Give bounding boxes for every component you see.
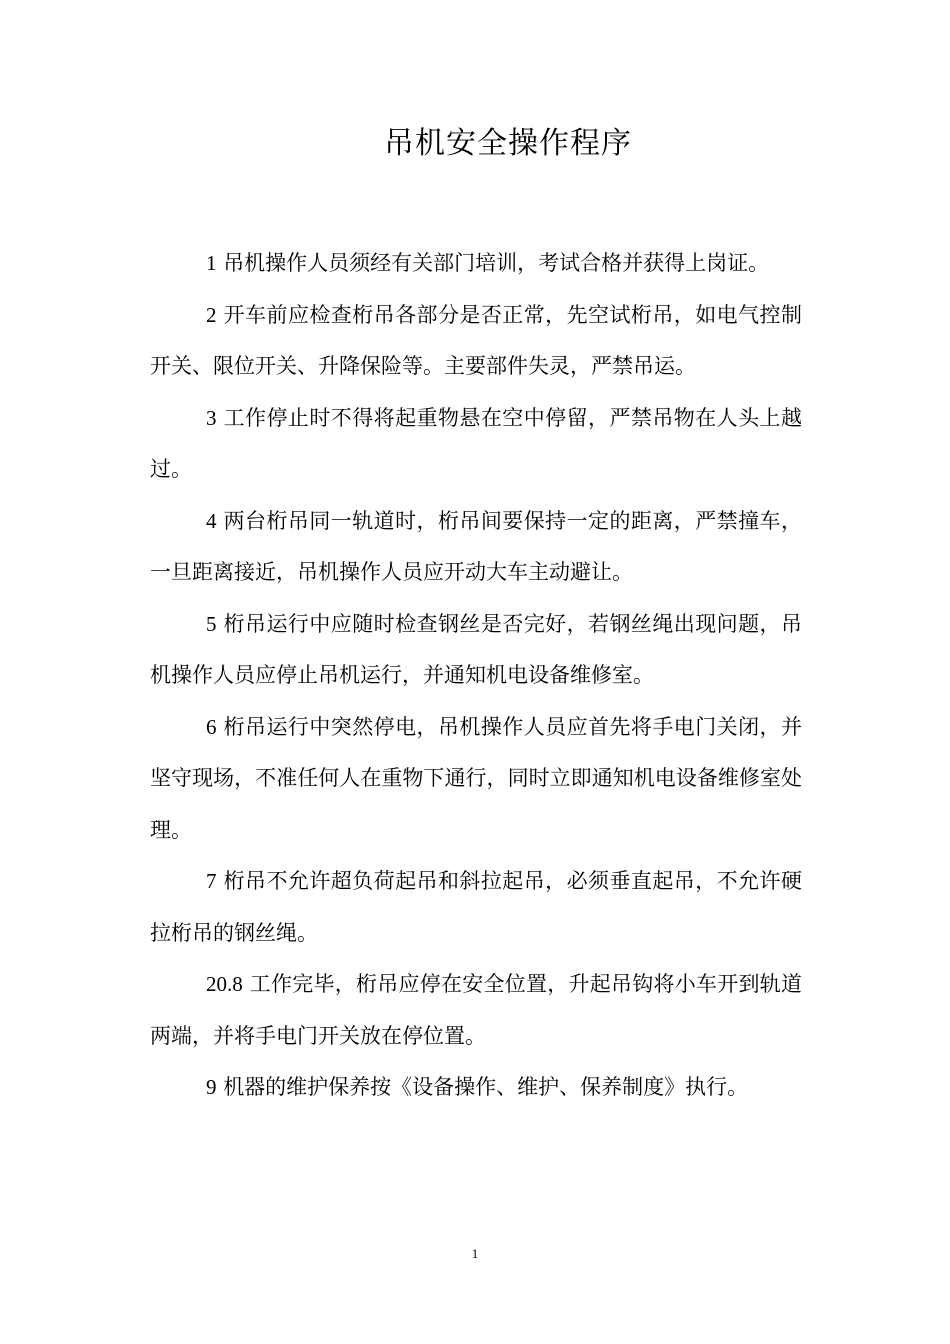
- paragraph-text: 机器的维护保养按《设备操作、维护、保养制度》执行。: [223, 1075, 749, 1099]
- paragraph-number: 5: [206, 611, 217, 636]
- paragraph-4: [150, 496, 802, 599]
- paragraph-number: 7: [206, 869, 217, 893]
- paragraph-text: 工作停止时不得将起重物悬在空中停留，严禁吊物在人头上越过。: [150, 405, 802, 481]
- paragraph-text: 桁吊运行中应随时检查钢丝是否完好，若钢丝绳出现问题，吊机操作人员应停止吊机运行，并通知机电设备维修室。: [150, 611, 802, 687]
- paragraph-number: 9: [206, 1075, 217, 1099]
- paragraph-9: [150, 1062, 802, 1114]
- paragraph-3: [150, 393, 802, 496]
- paragraph-text: 桁吊不允许超负荷起吊和斜拉起吊，必须垂直起吊，不允许硬拉桁吊的钢丝绳。: [150, 869, 802, 945]
- paragraph-text: 吊机操作人员须经有关部门培训，考试合格并获得上岗证。: [223, 251, 770, 275]
- document-title: 吊机安全操作程序: [384, 126, 632, 161]
- paragraph-text: 桁吊运行中突然停电，吊机操作人员应首先将手电门关闭，并坚守现场，不准任何人在重物下通行，同时立即通知机电设备维修室处理。: [150, 714, 802, 842]
- paragraph-number: 1: [206, 251, 217, 275]
- paragraph-number: 20.8: [206, 972, 243, 996]
- paragraph-number: 4: [206, 508, 217, 533]
- paragraph-number: 3: [206, 405, 217, 430]
- paragraph-8: [150, 959, 802, 1062]
- document-body: [150, 238, 802, 1114]
- paragraph-5: [150, 599, 802, 702]
- page-number: 1: [471, 1246, 479, 1261]
- paragraph-2: [150, 290, 802, 393]
- paragraph-number: 6: [206, 714, 217, 739]
- paragraph-text: 开车前应检查桁吊各部分是否正常，先空试桁吊，如电气控制开关、限位开关、升降保险等。主要部件失灵，严禁吊运。: [150, 302, 802, 378]
- paragraph-7: [150, 856, 802, 959]
- paragraph-text: 两台桁吊同一轨道时，桁吊间要保持一定的距离，严禁撞车，一旦距离接近，吊机操作人员应开动大车主动避让。: [150, 508, 802, 584]
- paragraph-6: [150, 702, 802, 857]
- paragraph-number: 2: [206, 302, 217, 327]
- paragraph-1: [150, 238, 802, 290]
- paragraph-text: 工作完毕，桁吊应停在安全位置，升起吊钩将小车开到轨道两端，并将手电门开关放在停位置。: [150, 972, 802, 1048]
